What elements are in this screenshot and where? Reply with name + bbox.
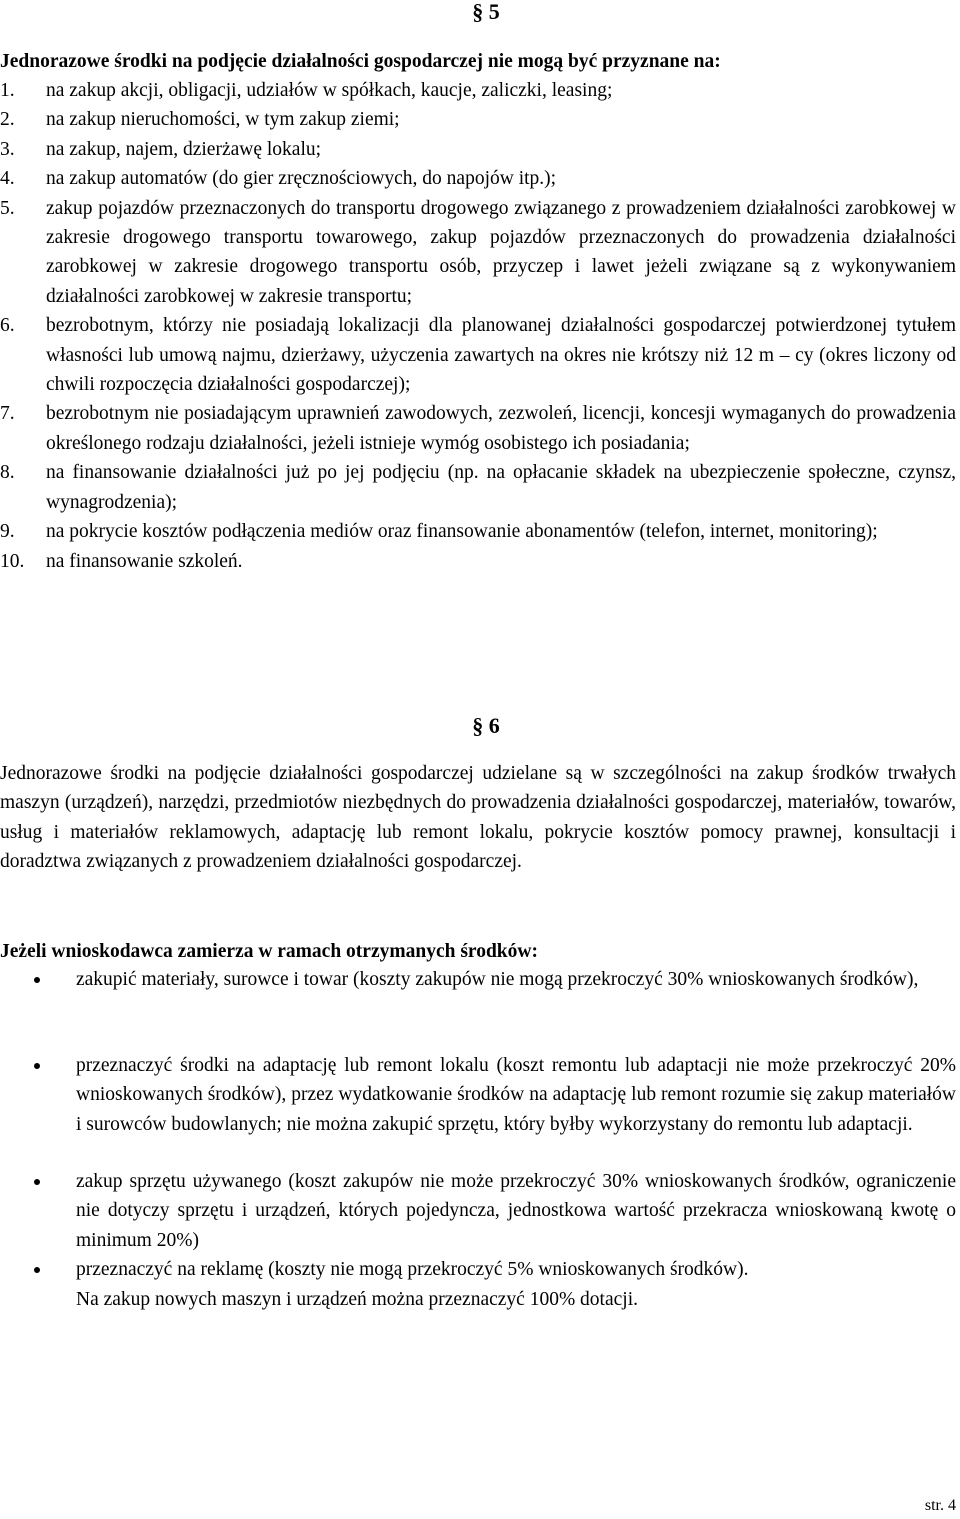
list-item [0,311,956,399]
section-6-paragraph: Jednorazowe środki na podjęcie działalności gospodarczej udzielane są w szczególności na zakup środków trwałych maszyn (urządzeń), narzędzi, przedmiotów niezbędnych do prowadzenia działalności gospodarczej, materiałów, towarów, usług i materiałów reklamowych, adaptację lub remont lokalu, pokrycie kosztów pomocy prawnej, konsultacji i doradztwa związanych z prowadzeniem działalności gospodarczej. [0,763,956,873]
item-number: 6. [0,315,15,337]
bullet-text: przeznaczyć na reklamę (koszty nie mogą przekroczyć 5% wnioskowanych środków). [76,1259,749,1280]
list-item [0,164,956,193]
bullet-item [0,1255,956,1284]
list-item [0,194,956,312]
item-number: 9. [0,521,15,543]
item-number: 5. [0,197,15,219]
section-5-heading: § 5 [472,0,500,24]
item-text: bezrobotnym nie posiadającym uprawnień zawodowych, zezwoleń, licencji, koncesji wymaganych do prowadzenia określonego rodzaju działalności, jeżeli istnieje wymóg osobistego ich posiadania; [46,403,956,454]
item-number: 7. [0,403,15,425]
bullet-item [0,1051,956,1139]
bullets-intro: Jeżeli wnioskodawca zamierza w ramach otrzymanych środków: [0,941,538,962]
list-item [0,399,956,458]
list-item [0,458,956,517]
item-number: 2. [0,109,15,131]
exclusions-list [0,76,956,576]
list-item [0,135,956,164]
item-number: 4. [0,168,15,190]
item-text: na zakup nieruchomości, w tym zakup ziemi; [46,109,400,131]
bullet-item [0,965,956,994]
item-text: bezrobotnym, którzy nie posiadają lokalizacji dla planowanej działalności gospodarczej potwierdzonej tytułem własności lub umową najmu, dzierżawy, użyczenia zawartych na okres nie krótszy niż 12 m – cy (okres liczony od chwili rozpoczęcia działalności gospodarczej); [46,315,956,396]
item-text: na zakup automatów (do gier zręcznościowych, do napojów itp.); [46,168,557,190]
bullet-text: przeznaczyć środki na adaptację lub remont lokalu (koszt remontu lub adaptacji nie może przekroczyć 20% wnioskowanych środków), przez wydatkowanie środków na adaptację lub remont rozumie się zakup materiałów i surowców budowlanych; nie można zakupić sprzętu, który byłby wykorzystany do remontu lub adaptacji. [76,1055,956,1135]
page-number: str. 4 [924,1497,956,1514]
bullet-dot-icon [34,1179,40,1185]
item-number: 1. [0,80,15,101]
bullet-text: zakup sprzętu używanego (koszt zakupów nie może przekroczyć 30% wnioskowanych środków, ograniczenie nie dotyczy sprzętu i urządzeń, których pojedyncza, jednostkowa wartość przekracza wnioskowaną kwotę o minimum 20%) [76,1171,956,1251]
list-item [0,547,956,576]
item-text: na finansowanie szkoleń. [46,550,243,572]
bullet-dot-icon [34,977,40,983]
item-text: na finansowanie działalności już po jej podjęciu (np. na opłacanie składek na ubezpieczenie społeczne, czynsz, wynagrodzenia); [46,462,956,513]
item-number: 3. [0,138,15,160]
list-item [0,517,956,546]
bullet-dot-icon [34,1267,40,1273]
item-number: 10. [0,550,25,572]
bullet-text: zakupić materiały, surowce i towar (koszty zakupów nie mogą przekroczyć 30% wnioskowanych środków), [76,969,919,990]
item-text: na pokrycie kosztów podłączenia mediów oraz finansowanie abonamentów (telefon, internet, monitoring); [46,521,878,543]
item-text: na zakup, najem, dzierżawę lokalu; [46,138,322,160]
bullet-item [0,1167,956,1255]
closing-note: Na zakup nowych maszyn i urządzeń można przeznaczyć 100% dotacji. [76,1289,638,1310]
item-number: 8. [0,462,15,484]
list-item [0,76,956,105]
section-5-list [0,76,956,576]
bullet-dot-icon [34,1063,40,1069]
item-text: na zakup akcji, obligacji, udziałów w spółkach, kaucje, zaliczki, leasing; [46,80,613,101]
item-text: zakup pojazdów przeznaczonych do transportu drogowego związanego z prowadzeniem działalności zarobkowej w zakresie drogowego transportu towarowego, zakup pojazdów przeznaczonych do prowadzenia działalności zarobkowej w zakresie drogowego transportu osób, przyczep i lawet jeżeli związane są z wykonywaniem działalności zarobkowej w zakresie transportu; [46,197,956,307]
section-6-heading: § 6 [472,713,500,738]
list-item [0,105,956,134]
section-5-intro: Jednorazowe środki na podjęcie działalności gospodarczej nie mogą być przyznane na: [0,51,721,72]
